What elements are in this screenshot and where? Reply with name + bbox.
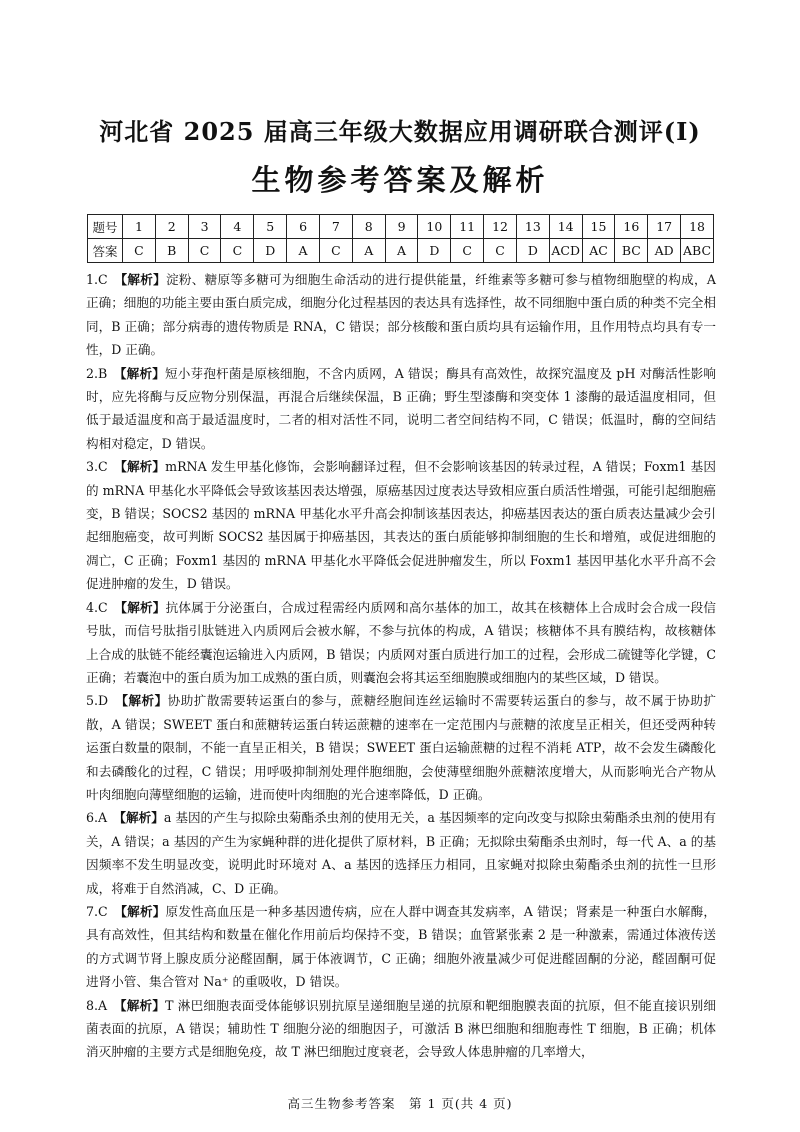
answer-cell: C xyxy=(319,239,352,263)
page-footer: 高三生物参考答案 第 1 页(共 4 页) xyxy=(287,1096,513,1111)
item-text: 抗体属于分泌蛋白，合成过程需经内质网和高尔基体的加工，故其在核糖体上合成时会合成一段信号肽，而信号肽指引肽链进入内质网后会被水解，不参与抗体的构成，A 错误；核糖体不具有膜结构，故核糖体上合成的肽链不能经囊泡运输进入内质网，B 错误；内质网对蛋白质进行加工的过程，会形成二硫键等化学键，C 正确；若囊泡中的蛋白质为加工成熟的蛋白质，则囊泡会将其运至细胞膜或细胞内的某些区域，D 错误。 xyxy=(86,599,717,685)
answer-cell: D xyxy=(516,239,549,263)
question-number: 15 xyxy=(582,215,615,239)
answer-cell: A xyxy=(352,239,385,263)
answer-cell: ABC xyxy=(681,239,714,263)
analysis-tag: 【解析】 xyxy=(120,272,167,287)
item-text: 短小芽孢杆菌是原核细胞，不含内质网，A 错误；酶具有高效性，故探究温度及 pH 对酶活性影响时，应先将酶与反应物分别保温，再混合后继续保温，B 正确；野生型漆酶和突变体 1 漆酶的最适温度相同，但低于最适温度和高于最适温度时，二者的相对活性不同，说明二者空间结构不同，C 错误；低温时，酶的空间结构相对稳定，D 错误。 xyxy=(86,365,717,451)
answer-table-answer-row xyxy=(88,239,714,263)
question-number: 2 xyxy=(155,215,188,239)
explanation-item xyxy=(86,596,716,690)
question-number: 16 xyxy=(615,215,648,239)
explanation-item xyxy=(86,455,716,595)
question-number: 9 xyxy=(385,215,418,239)
item-number-answer: 5.D xyxy=(86,693,109,709)
item-text: a 基因的产生与拟除虫菊酯杀虫剂的使用无关，a 基因频率的定向改变与拟除虫菊酯杀虫剂的使用有关，A 错误；a 基因的产生为家蝇种群的进化提供了原材料，B 正确；无拟除虫菊酯杀虫剂时，每一代 A、a 的基因频率不发生明显改变，说明此时环境对 A、a 基因的选择压力相同，且家蝇对拟除虫菊酯杀虫剂的抗性一旦形成，将难于自然消减，C、D 正确。 xyxy=(86,810,717,896)
analysis-tag: 【解析】 xyxy=(119,810,164,826)
explanation-item xyxy=(86,362,716,456)
row-label-number: 题号 xyxy=(88,215,123,239)
question-number: 6 xyxy=(287,215,320,239)
question-number: 11 xyxy=(451,215,484,239)
question-number: 10 xyxy=(418,215,451,239)
answer-cell: C xyxy=(221,239,254,263)
item-text: T 淋巴细胞表面受体能够识别抗原呈递细胞呈递的抗原和靶细胞膜表面的抗原，但不能直接识别细菌表面的抗原，A 错误；辅助性 T 细胞分泌的细胞因子，可激活 B 淋巴细胞和细胞毒性 T 细胞，B 正确；机体消灭肿瘤的主要方式是细胞免疫，故 T 淋巴细胞过度衰老，会导致人体患肿瘤的几率增大， xyxy=(86,997,716,1060)
item-text: mRNA 发生甲基化修饰，会影响翻译过程，但不会影响该基因的转录过程，A 错误；Foxm1 基因的 mRNA 甲基化水平降低会导致该基因表达增强，原癌基因过度表达导致相应蛋白质活性增强，可能引起细胞癌变，B 错误；SOCS2 基因的 mRNA 甲基化水平升高会抑制该基因表达，抑癌基因表达的蛋白质表达量减少会引起细胞癌变，故可判断 SOCS2 基因属于抑癌基因，其表达的蛋白质能够抑制细胞的生长和增殖，或促进细胞的凋亡，C 正确；Foxm1 基因的 mRNA 甲基化水平降低会促进肿瘤发生，所以 Foxm1 基因甲基化水平升高不会促进肿瘤的发生，D 错误。 xyxy=(86,459,716,592)
question-number: 14 xyxy=(549,215,582,239)
answer-table-number-row xyxy=(88,215,714,239)
item-number-answer: 2.B xyxy=(86,365,108,381)
item-number-answer: 4.C xyxy=(86,599,108,615)
analysis-tag: 【解析】 xyxy=(120,903,166,919)
item-text: 淀粉、糖原等多糖可为细胞生命活动的进行提供能量，纤维素等多糖可参与植物细胞壁的构成，A 正确；细胞的功能主要由蛋白质完成，细胞分化过程基因的表达具有选择性，故不同细胞中蛋白质的种类不完全相同，B 正确；部分病毒的遗传物质是 RNA，C 错误；部分核酸和蛋白质均具有运输作用，且作用特点均具有专一性，D 正确。 xyxy=(86,272,717,358)
answer-cell: B xyxy=(155,239,188,263)
answer-cell: C xyxy=(123,239,156,263)
question-number: 17 xyxy=(648,215,681,239)
answer-cell: A xyxy=(385,239,418,263)
analysis-tag: 【解析】 xyxy=(121,693,168,709)
answer-cell: A xyxy=(287,239,320,263)
answer-cell: AD xyxy=(648,239,681,263)
answer-cell: D xyxy=(418,239,451,263)
answer-cell: BC xyxy=(615,239,648,263)
item-number-answer: 7.C xyxy=(86,903,108,919)
item-number-answer: 6.A xyxy=(86,810,108,826)
question-number: 3 xyxy=(188,215,221,239)
explanation-item xyxy=(86,994,716,1064)
question-number: 12 xyxy=(484,215,517,239)
analysis-tag: 【解析】 xyxy=(120,365,165,381)
item-number-answer: 8.A xyxy=(86,997,108,1013)
explanation-item xyxy=(86,806,716,900)
answer-table xyxy=(87,214,714,263)
question-number: 7 xyxy=(319,215,352,239)
answer-cell: C xyxy=(188,239,221,263)
analysis-tag: 【解析】 xyxy=(120,997,166,1013)
exam-title: 河北省 2025 届高三年级大数据应用调研联合测评(Ⅰ) xyxy=(99,117,701,146)
answer-cell: AC xyxy=(582,239,615,263)
analysis-tag: 【解析】 xyxy=(120,599,166,615)
item-text: 原发性高血压是一种多基因遗传病，应在人群中调查其发病率，A 错误；肾素是一种蛋白水解酶，具有高效性，但其结构和数量在催化作用前后均保持不变，B 错误；血管紧张素 2 是一种激素，需通过体液传送的方式调节肾上腺皮质分泌醛固酮，属于体液调节，C 正确；细胞外液量减少可促进醛固酮的分泌，醛固酮可促进肾小管、集合管对 Na⁺ 的重吸收，D 错误。 xyxy=(86,903,717,990)
question-number: 5 xyxy=(254,215,287,239)
answer-cell: C xyxy=(451,239,484,263)
explanation-item xyxy=(86,689,716,806)
item-number-answer: 3.C xyxy=(86,459,108,475)
question-number: 8 xyxy=(352,215,385,239)
question-number: 13 xyxy=(516,215,549,239)
explanation-item xyxy=(86,900,716,994)
row-label-answer: 答案 xyxy=(88,239,123,263)
answer-cell: D xyxy=(254,239,287,263)
answer-cell: ACD xyxy=(549,239,582,263)
answer-cell: C xyxy=(484,239,517,263)
question-number: 4 xyxy=(221,215,254,239)
document-subtitle: 生物参考答案及解析 xyxy=(251,163,549,197)
item-number-answer: 1.C xyxy=(86,272,108,287)
question-number: 18 xyxy=(681,215,714,239)
question-number: 1 xyxy=(123,215,156,239)
explanations xyxy=(86,268,716,1064)
analysis-tag: 【解析】 xyxy=(120,459,166,475)
item-text: 协助扩散需要转运蛋白的参与，蔗糖经胞间连丝运输时不需要转运蛋白的参与，故不属于协助扩散，A 错误；SWEET 蛋白和蔗糖转运蛋白转运蔗糖的速率在一定范围内与蔗糖的浓度呈正相关，但还受两种转运蛋白数量的限制，不能一直呈正相关，B 错误；SWEET 蛋白运输蔗糖的过程不消耗 ATP，故不会发生磷酸化和去磷酸化的过程，C 错误；用呼吸抑制剂处理伴胞细胞，会使薄壁细胞外蔗糖浓度增大，从而影响光合产物从叶肉细胞向薄壁细胞的运输，进而使叶肉细胞的光合速率降低，D 正确。 xyxy=(86,693,717,802)
explanation-item xyxy=(86,268,716,362)
